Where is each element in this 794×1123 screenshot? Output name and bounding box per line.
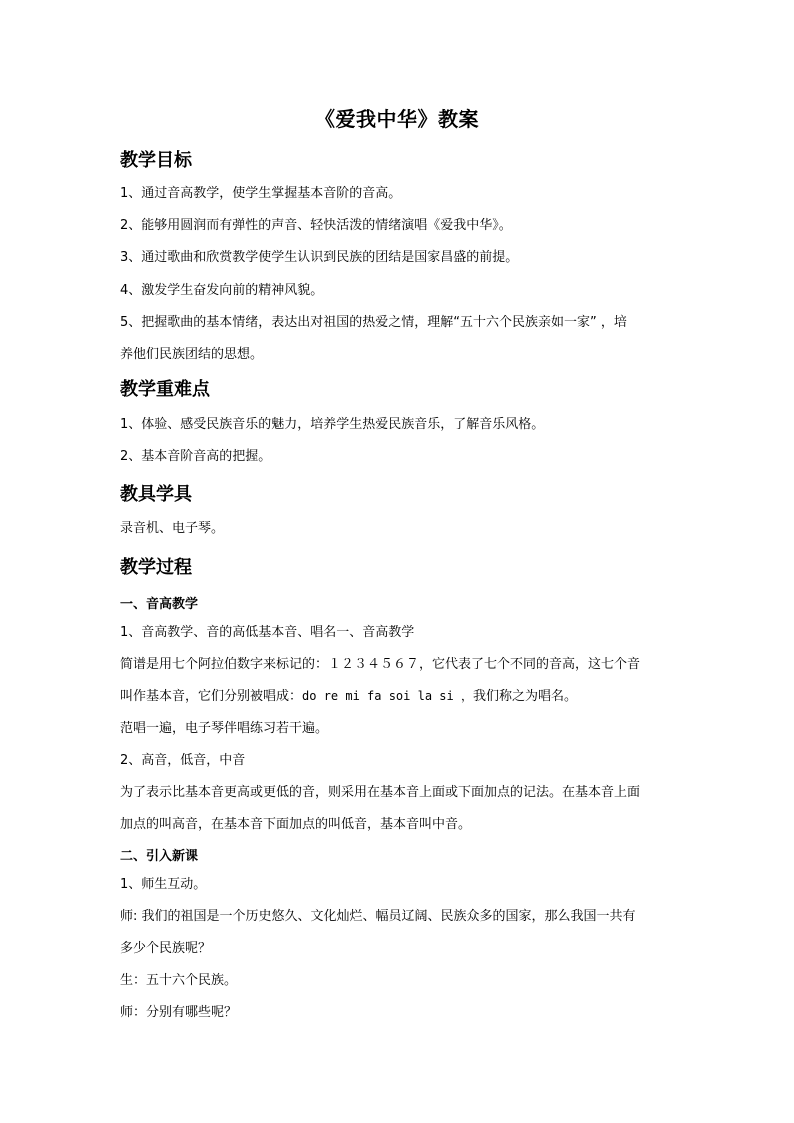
- heading-objectives: 教学目标: [120, 150, 192, 171]
- heading-tools: 教具学具: [120, 484, 192, 505]
- process-line: 简谱是用七个阿拉伯数字来标记的：１２３４５６７，它代表了七个不同的音高，这七个音: [120, 657, 641, 672]
- dialogue-line: 生：五十六个民族。: [120, 973, 238, 988]
- document-title: 《爱我中华》教案: [315, 107, 479, 131]
- heading-process: 教学过程: [120, 557, 192, 578]
- process-line: 为了表示比基本音更高或更低的音，则采用在基本音上面或下面加点的记法。在基本音上面: [120, 785, 641, 800]
- key-point-2: 2、基本音阶音高的把握。: [120, 449, 272, 464]
- process-line: 范唱一遍，电子琴伴唱练习若干遍。: [120, 721, 329, 736]
- objective-item-1: 1、通过音高教学，使学生掌握基本音阶的音高。: [120, 186, 402, 201]
- process-line: 2、高音，低音，中音: [120, 753, 246, 768]
- dialogue-line: 1、师生互动。: [120, 877, 207, 892]
- objective-item-5-cont: 养他们民族团结的思想。: [120, 347, 264, 362]
- dialogue-line: 师: 我们的祖国是一个历史悠久、文化灿烂、幅员辽阔、民族众多的国家，那么我国一共有: [120, 909, 636, 924]
- objective-item-5: 5、把握歌曲的基本情绪，表达出对祖国的热爱之情，理解“五十六个民族亲如一家” ，培: [120, 315, 627, 330]
- tools-text: 录音机、电子琴。: [120, 521, 225, 536]
- process-line-solfege: [120, 681, 676, 712]
- solfege-syllables: do re mi fa soi la si ，: [302, 689, 473, 703]
- subheading-pitch-teaching: 一、音高教学: [120, 597, 199, 612]
- heading-key-points: 教学重难点: [120, 379, 210, 400]
- dialogue-line: 师：分别有哪些呢？: [120, 1005, 238, 1020]
- solfege-outro: 我们称之为唱名。: [472, 689, 577, 704]
- objective-item-2: 2、能够用圆润而有弹性的声音、轻快活泼的情绪演唱《爱我中华》。: [120, 218, 512, 233]
- process-line: 1、音高教学、音的高低基本音、唱名一、音高教学: [120, 625, 415, 640]
- dialogue-line: 多少个民族呢？: [120, 941, 212, 956]
- subheading-intro-new-lesson: 二、引入新课: [120, 849, 199, 864]
- process-line: 加点的叫高音，在基本音下面加点的叫低音，基本音叫中音。: [120, 817, 472, 832]
- solfege-intro: 叫作基本音，它们分别被唱成：: [120, 689, 303, 704]
- objective-item-3: 3、通过歌曲和欣赏教学使学生认识到民族的团结是国家昌盛的前提。: [120, 250, 519, 265]
- objective-item-4: 4、激发学生奋发向前的精神风貌。: [120, 283, 324, 298]
- key-point-1: 1、体验、感受民族音乐的魅力，培养学生热爱民族音乐，了解音乐风格。: [120, 417, 545, 432]
